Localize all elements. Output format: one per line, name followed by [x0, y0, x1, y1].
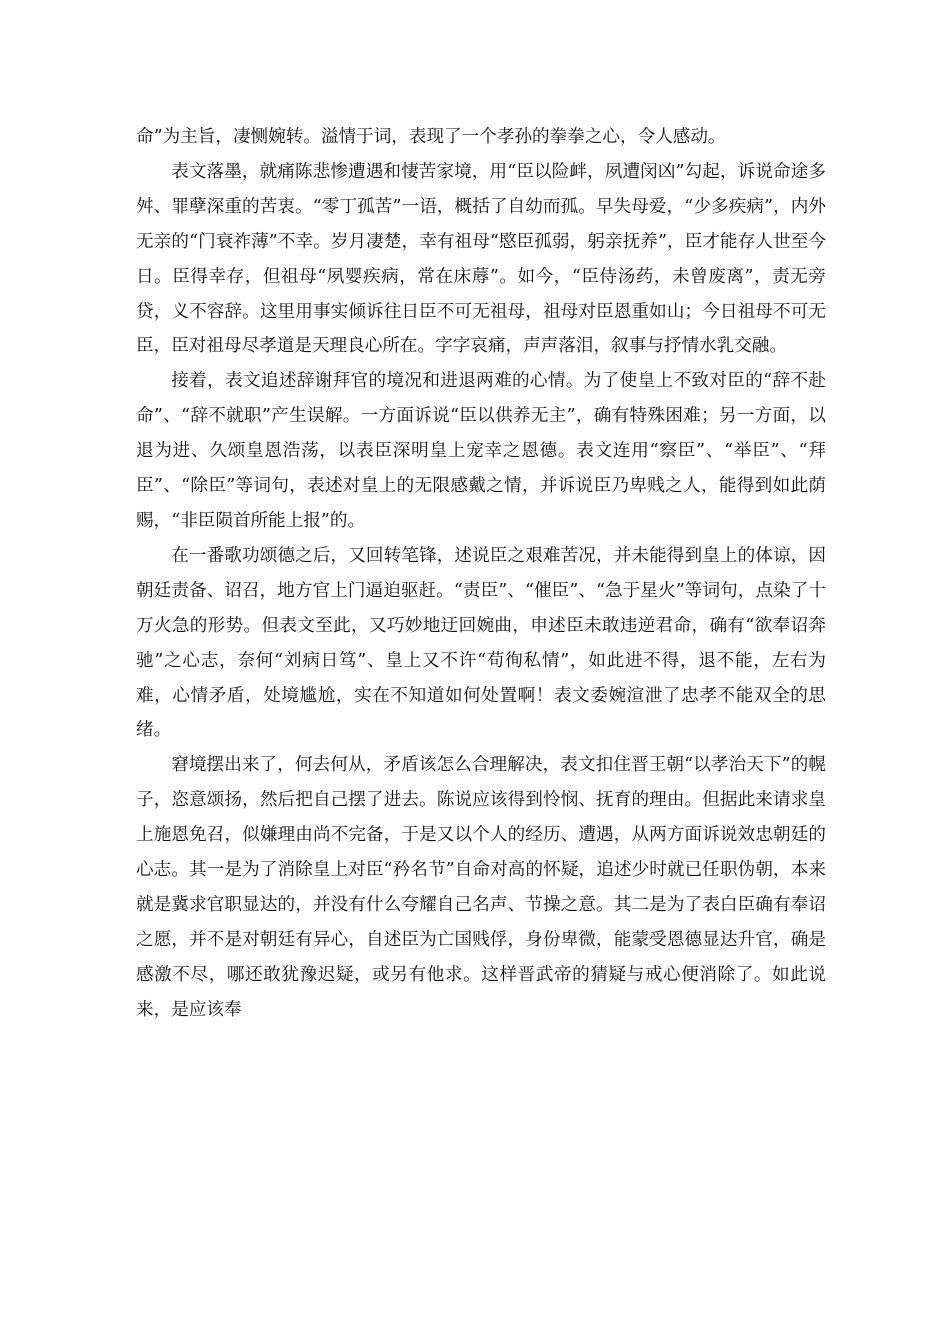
- paragraph-3: 接着，表文追述辞谢拜官的境况和进退两难的心情。为了使皇上不致对臣的“辞不赴命”、“辞不就职”产生误解。一方面诉说“臣以供养无主”，确有特殊困难；另一方面，以退为进、久颂皇恩浩荡，以表臣深明皇上宠幸之恩德。表文连用“察臣”、“举臣”、“拜臣”、“除臣”等词句，表述对皇上的无限感戴之情，并诉说臣乃卑贱之人，能得到如此荫赐，“非臣陨首所能上报”的。: [136, 371, 826, 531]
- paragraph-4: 在一番歌功颂德之后，又回转笔锋，述说臣之艰难苦况，并未能得到皇上的体谅，因朝廷责备、诏召，地方官上门逼迫驱赶。“责臣”、“催臣”、“急于星火”等词句，点染了十万火急的形势。但表文至此，又巧妙地迂回婉曲，申述臣未敢违逆君命，确有“欲奉诏奔驰”之心志，奈何“刘病日笃”、皇上又不许“苟徇私情”，如此进不得，退不能，左右为难，心情矛盾，处境尴尬，实在不知道如何处置啊！表文委婉渲泄了忠孝不能双全的思绪。: [136, 545, 826, 741]
- paragraph-5: 窘境摆出来了，何去何从，矛盾该怎么合理解决，表文扣住晋王朝“以孝治天下”的幌子，恣意颂扬，然后把自己摆了进去。陈说应该得到怜悯、抚育的理由。但据此来请求皇上施恩免召，似嫌理由尚不完备，于是又以个人的经历、遭遇，从两方面诉说效忠朝廷的心志。其一是为了消除皇上对臣“矜名节”自命对高的怀疑，追述少时就已任职伪朝，本来就是冀求官职显达的，并没有什么夸耀自己名声、节操之意。其二是为了表白臣确有奉诏之愿，并不是对朝廷有异心，自述臣为亡国贱俘，身份卑微，能蒙受恩德显达升官，确是感激不尽，哪还敢犹豫迟疑，或另有他求。这样晋武帝的猜疑与戒心便消除了。如此说来，是应该奉: [136, 755, 826, 1020]
- paragraph-1: 命”为主旨，凄恻婉转。溢情于词，表现了一个孝孙的拳拳之心，令人感动。: [136, 127, 726, 147]
- document-page: [136, 120, 826, 1320]
- paragraph-2: 表文落墨，就痛陈悲惨遭遇和悽苦家境，用“臣以险衅，夙遭闵凶”勾起，诉说命途多舛、罪孽深重的苦衷。“零丁孤苦”一语，概括了自幼而孤。早失母爱，“少多疾病”，内外无亲的“门衰祚薄”不幸。岁月凄楚，幸有祖母“愍臣孤弱，躬亲抚养”，臣才能存人世至今日。臣得幸存，但祖母“夙婴疾病，常在床蓐”。如今，“臣侍汤药，未曾废离”，责无旁贷，义不容辞。这里用事实倾诉往日臣不可无祖母，祖母对臣恩重如山；今日祖母不可无臣，臣对祖母尽孝道是天理良心所在。字字哀痛，声声落泪，叙事与抒情水乳交融。: [136, 161, 826, 357]
